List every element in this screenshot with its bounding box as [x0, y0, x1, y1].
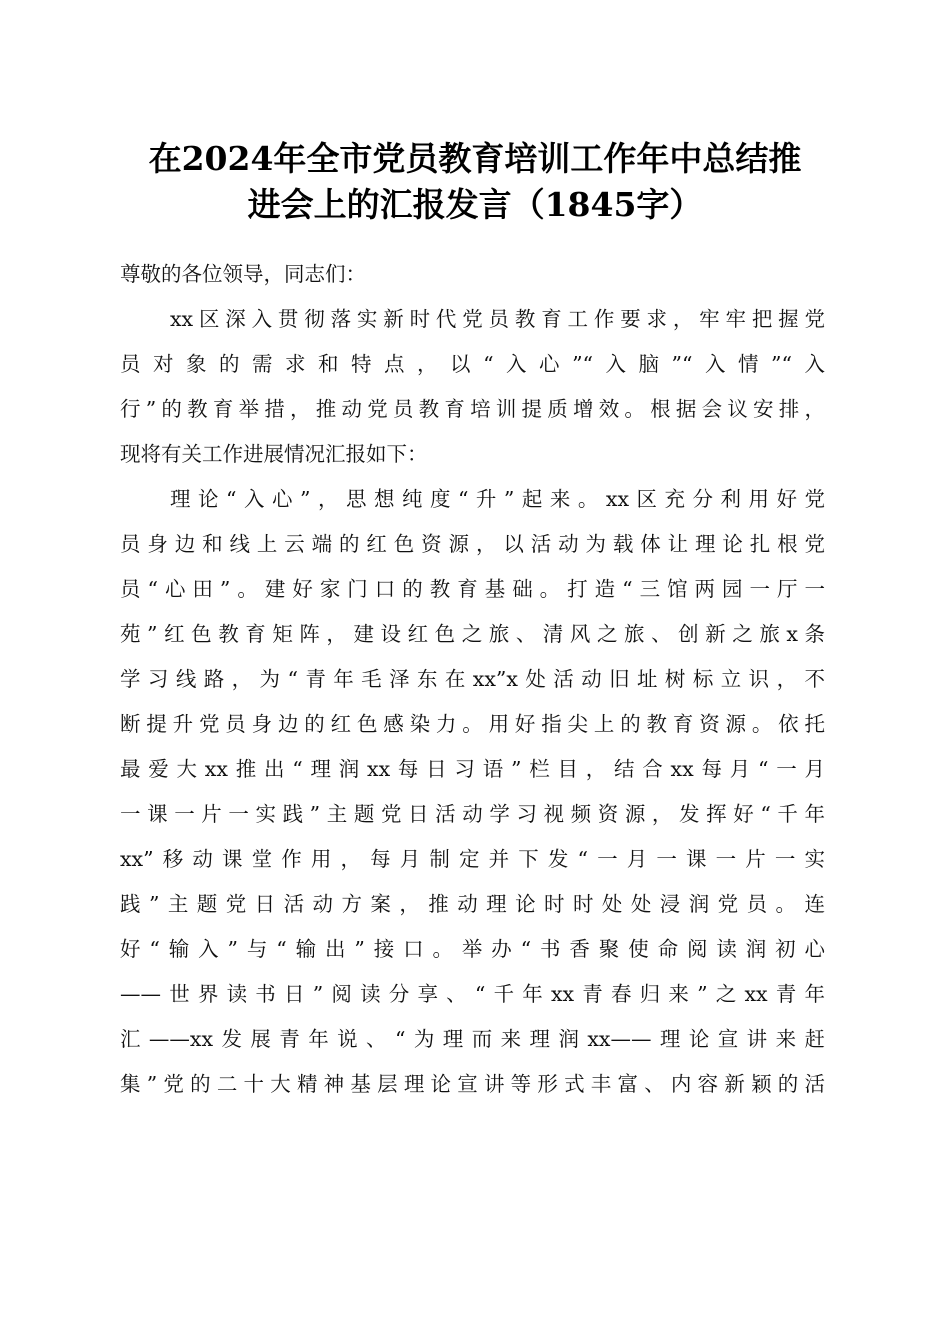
salutation-line: 尊敬的各位领导，同志们：: [120, 262, 366, 286]
paragraph-line: 员身边和线上云端的红色资源，以活动为载体让理论扎根党: [120, 532, 825, 556]
paragraph-line: 学习线路，为“青年毛泽东在xx”x处活动旧址树标立识，不: [120, 667, 825, 691]
document-title: [100, 136, 850, 228]
paragraph-line: 好“输入”与“输出”接口。举办“书香聚使命阅读润初心: [120, 937, 825, 961]
paragraph-line: 汇——xx发展青年说、“为理而来理润xx——理论宣讲来赶: [120, 1027, 825, 1051]
paragraph-line: 员“心田”。建好家门口的教育基础。打造“三馆两园一厅一: [120, 577, 825, 601]
paragraph-line: 理论“入心”，思想纯度“升”起来。xx区充分利用好党: [170, 487, 825, 511]
paragraph-line: xx”移动课堂作用，每月制定并下发“一月一课一片一实: [120, 847, 825, 871]
paragraph-line: xx区深入贯彻落实新时代党员教育工作要求，牢牢把握党: [170, 307, 825, 331]
paragraph-line: 践”主题党日活动方案，推动理论时时处处浸润党员。连: [120, 892, 825, 916]
title-line-2: 进会上的汇报发言（1845字）: [247, 185, 703, 224]
paragraph-line: 苑”红色教育矩阵，建设红色之旅、清风之旅、创新之旅x条: [120, 622, 825, 646]
paragraph-line: 断提升党员身边的红色感染力。用好指尖上的教育资源。依托: [120, 712, 825, 736]
paragraph-line: ——世界读书日”阅读分享、“千年xx青春归来”之xx青年: [120, 982, 825, 1006]
title-line-1: 在2024年全市党员教育培训工作年中总结推: [148, 139, 802, 178]
paragraph-line: 最爱大xx推出“理润xx每日习语”栏目，结合xx每月“一月: [120, 757, 825, 781]
paragraph-line: 行”的教育举措，推动党员教育培训提质增效。根据会议安排，: [120, 397, 825, 421]
paragraph-line: 员对象的需求和特点，以“入心”“入脑”“入情”“入: [120, 352, 825, 376]
paragraph-line: 现将有关工作进展情况汇报如下：: [120, 442, 428, 466]
paragraph-line: 集”党的二十大精神基层理论宣讲等形式丰富、内容新颖的活: [120, 1072, 825, 1096]
document-body: [120, 252, 825, 1107]
paragraph-line: 一课一片一实践”主题党日活动学习视频资源，发挥好“千年: [120, 802, 825, 826]
